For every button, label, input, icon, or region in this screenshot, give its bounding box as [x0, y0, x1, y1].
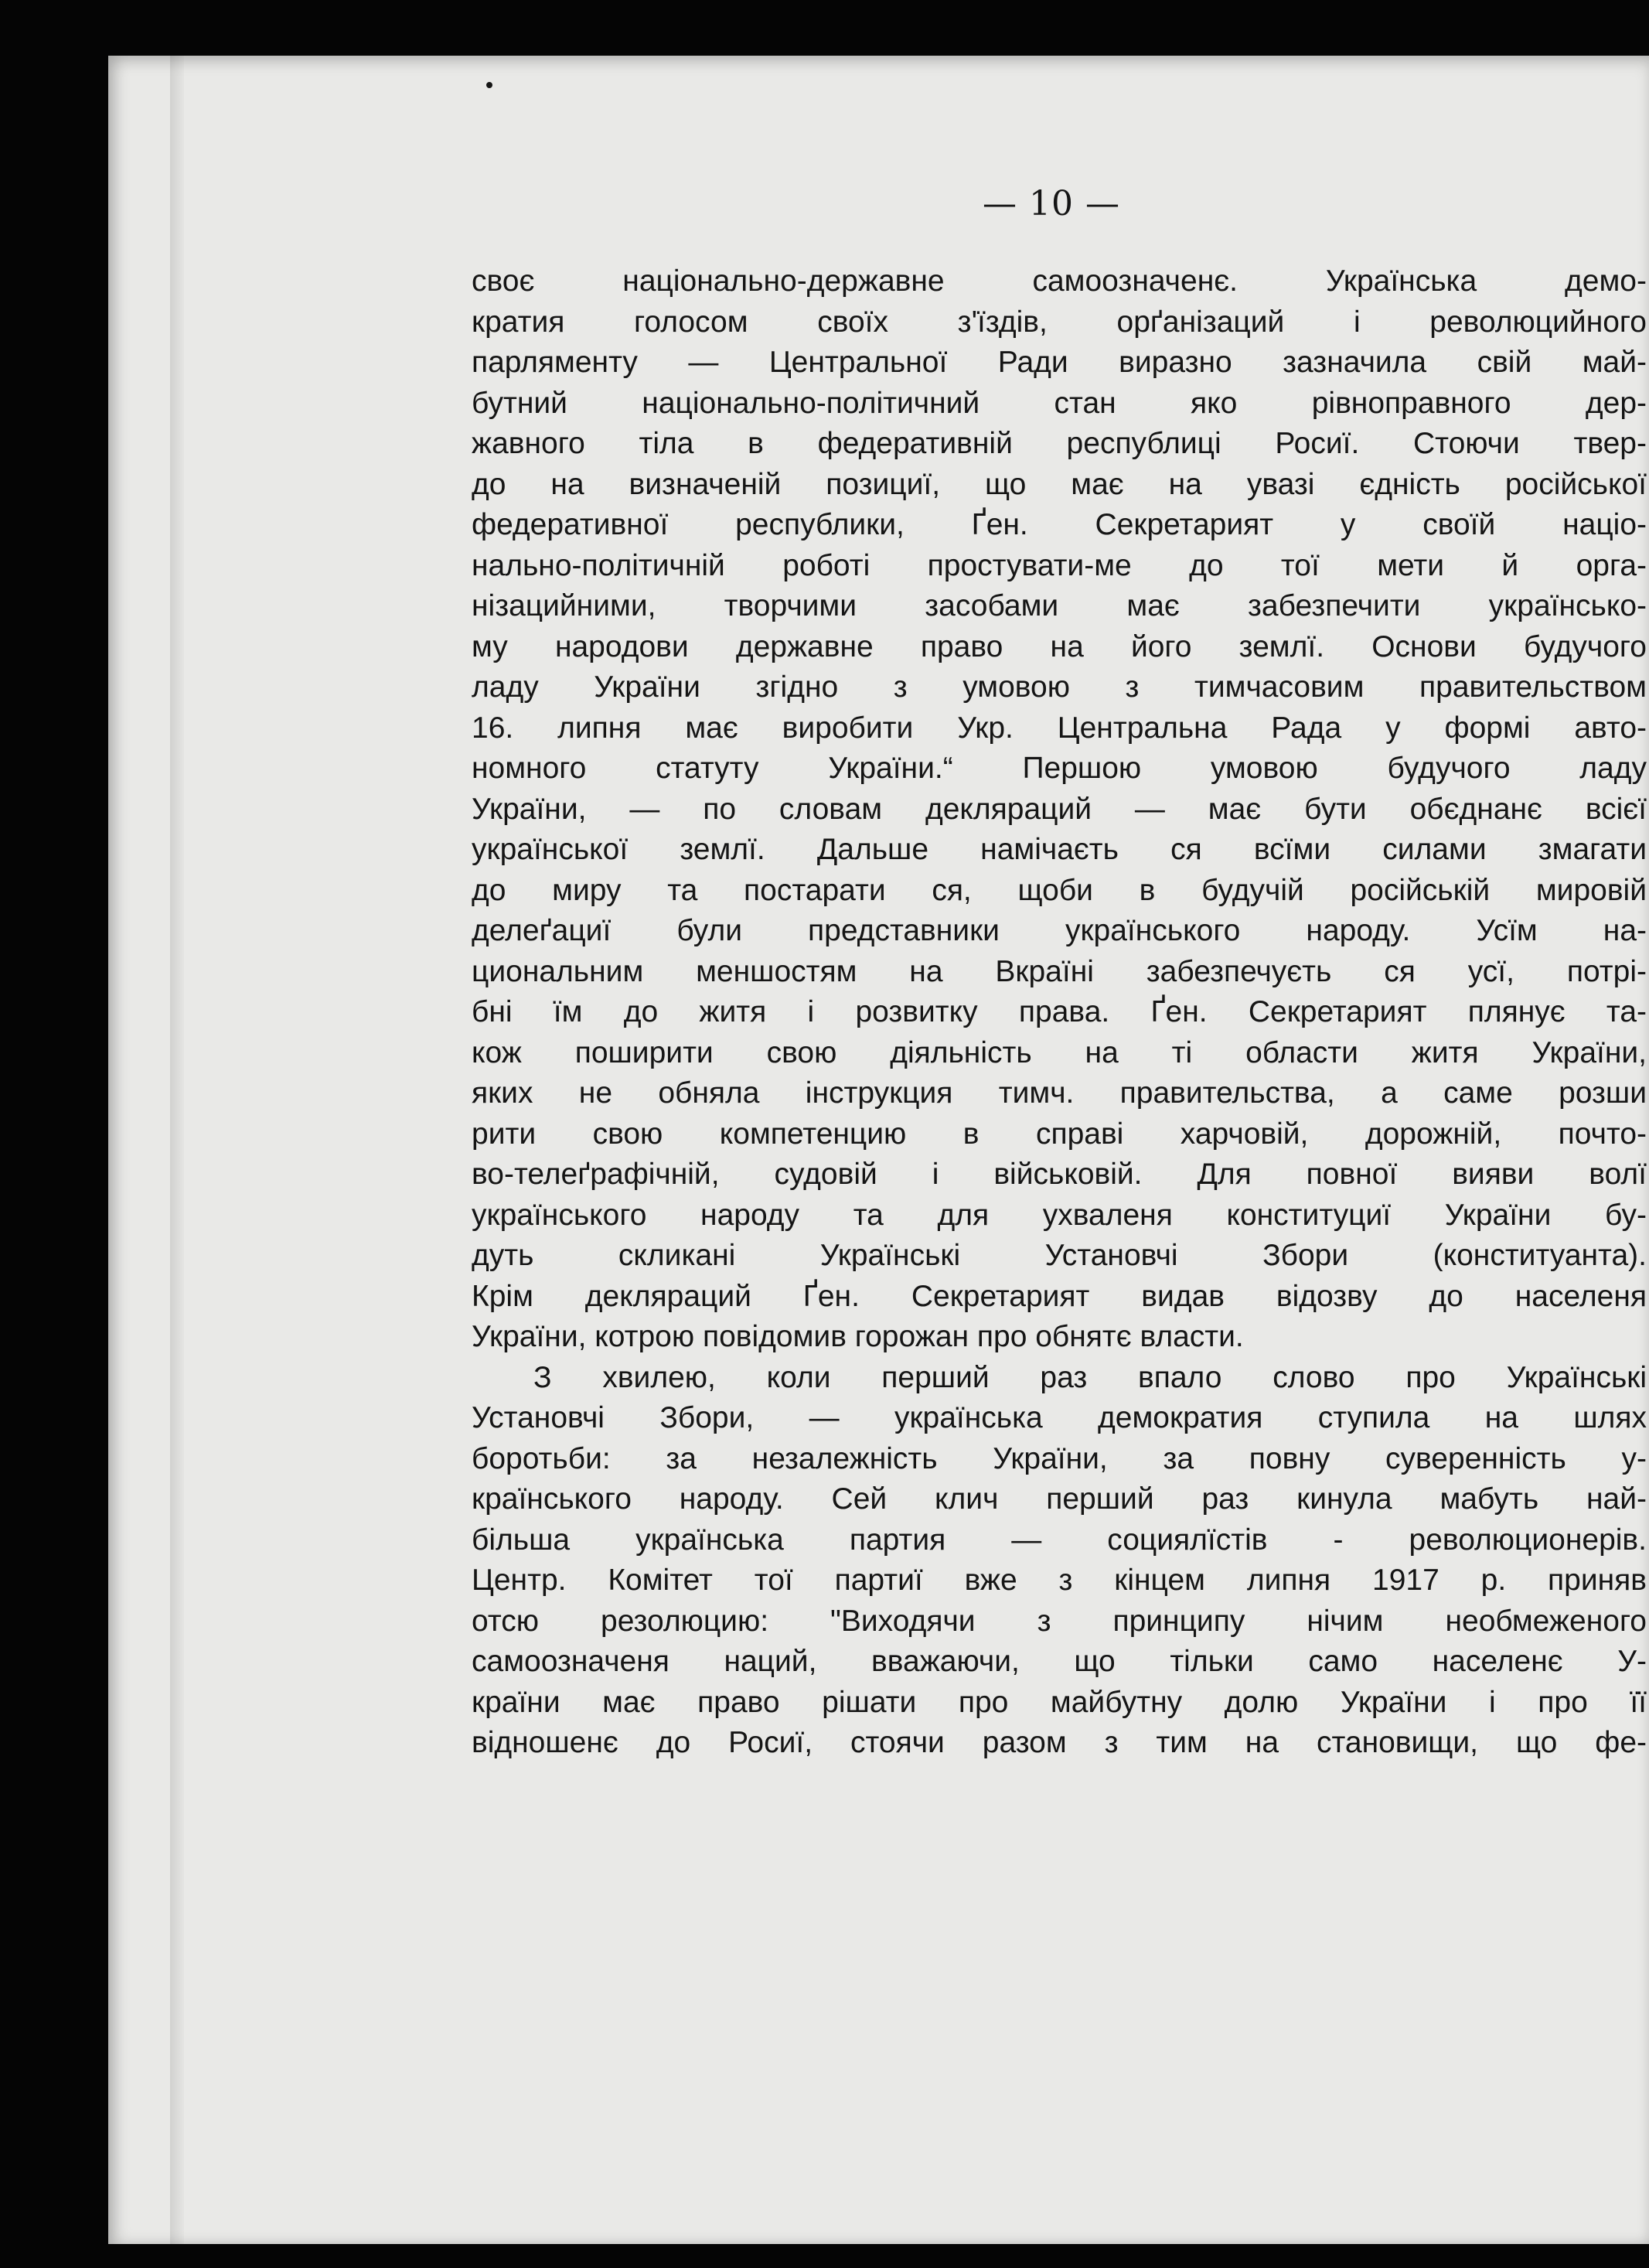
- text-line: своє національно-державне самоозначенє. Українська демо-: [472, 264, 1647, 298]
- text-line: дуть скликані Українські Установчі Збори (конституанта).: [472, 1239, 1647, 1272]
- text-line: нально-політичній роботі простувати-ме до тої мети й орга-: [472, 548, 1647, 582]
- text-line: му народови державне право на його землї. Основи будучого: [472, 629, 1647, 663]
- text-line: країни має право рішати про майбутну долю України і про її: [472, 1685, 1647, 1719]
- text-line: більша українська партия — социялїстів - революционерів.: [472, 1523, 1647, 1557]
- text-line: во-телеґрафічній, судовій і військовій. Для повної вияви волї: [472, 1158, 1647, 1191]
- text-line: 16. липня має виробити Укр. Центральна Рада у формі авто-: [472, 711, 1647, 745]
- text-line: до миру та постарати ся, щоби в будучій російській мировій: [472, 873, 1647, 907]
- text-line: Центр. Комітет тої партиї вже з кінцем липня 1917 р. приняв: [472, 1564, 1647, 1597]
- page-fold-shadow: [170, 46, 184, 2250]
- text-line: отсю резолюцию: "Виходячи з принципу нічим необмеженого: [472, 1604, 1647, 1638]
- text-line: України, — по словам декляраций — має бути обєднанє всієї: [472, 792, 1647, 826]
- text-line: ладу України згідно з умовою з тимчасовим правительством: [472, 670, 1647, 704]
- text-line: української землї. Дальше намічаєть ся всїми силами змагати: [472, 833, 1647, 866]
- text-line: бні їм до житя і розвитку права. Ґен. Секретарият плянує та-: [472, 995, 1647, 1028]
- text-line: до на визначеній позициї, що має на увазі єдність російської: [472, 467, 1647, 501]
- ink-dot: [486, 82, 492, 88]
- page-number: — 10 —: [983, 184, 1120, 223]
- text-line: яких не обняла інструкция тимч. правительства, а саме розши: [472, 1076, 1647, 1110]
- text-line: З хвилею, коли перший раз впало слово про Українські: [533, 1360, 1647, 1394]
- text-line: кратия голосом своїх з'їздів, орґанізаций і революцийного: [472, 305, 1647, 339]
- text-line: українського народу та для ухваленя конституциї України бу-: [472, 1198, 1647, 1232]
- text-line: країнського народу. Сей клич перший раз кинула мабуть най-: [472, 1482, 1647, 1516]
- text-line: циональним меншостям на Вкраїні забезпечуєть ся усї, потрі-: [472, 954, 1647, 988]
- body-text: [472, 261, 1647, 1764]
- text-line: боротьби: за незалежність України, за повну суверенність у-: [472, 1441, 1647, 1475]
- text-line: федеративної республики, Ґен. Секретарият у своїй націо-: [472, 508, 1647, 541]
- text-line: номного статуту України.“ Першою умовою будучого ладу: [472, 752, 1647, 785]
- text-line: відношенє до Росиї, стоячи разом з тим на становищи, що фе-: [472, 1726, 1647, 1759]
- text-line: самоозначеня наций, вважаючи, що тільки само населенє У-: [472, 1645, 1647, 1678]
- text-line: бутний національно-політичний стан яко рівноправного дер-: [472, 386, 1647, 420]
- text-line: нізацийними, творчими засобами має забезпечити українсько-: [472, 589, 1647, 622]
- text-line: делеґациї були представники українського народу. Усїм на-: [472, 914, 1647, 947]
- text-line: жавного тіла в федеративній республиці Росиї. Стоючи твер-: [472, 427, 1647, 460]
- text-line: рити свою компетенцию в справі харчовій, дорожній, почто-: [472, 1117, 1647, 1151]
- text-line: кож поширити свою діяльність на ті области житя України,: [472, 1035, 1647, 1069]
- text-line: Крім декляраций Ґен. Секретарият видав відозву до населеня: [472, 1279, 1647, 1313]
- text-line: Установчі Збори, — українська демократия ступила на шлях: [472, 1401, 1647, 1434]
- text-line: парляменту — Центральної Ради виразно зазначила свій май-: [472, 346, 1647, 379]
- text-line: України, котрою повідомив горожан про обнятє власти.: [472, 1320, 1244, 1353]
